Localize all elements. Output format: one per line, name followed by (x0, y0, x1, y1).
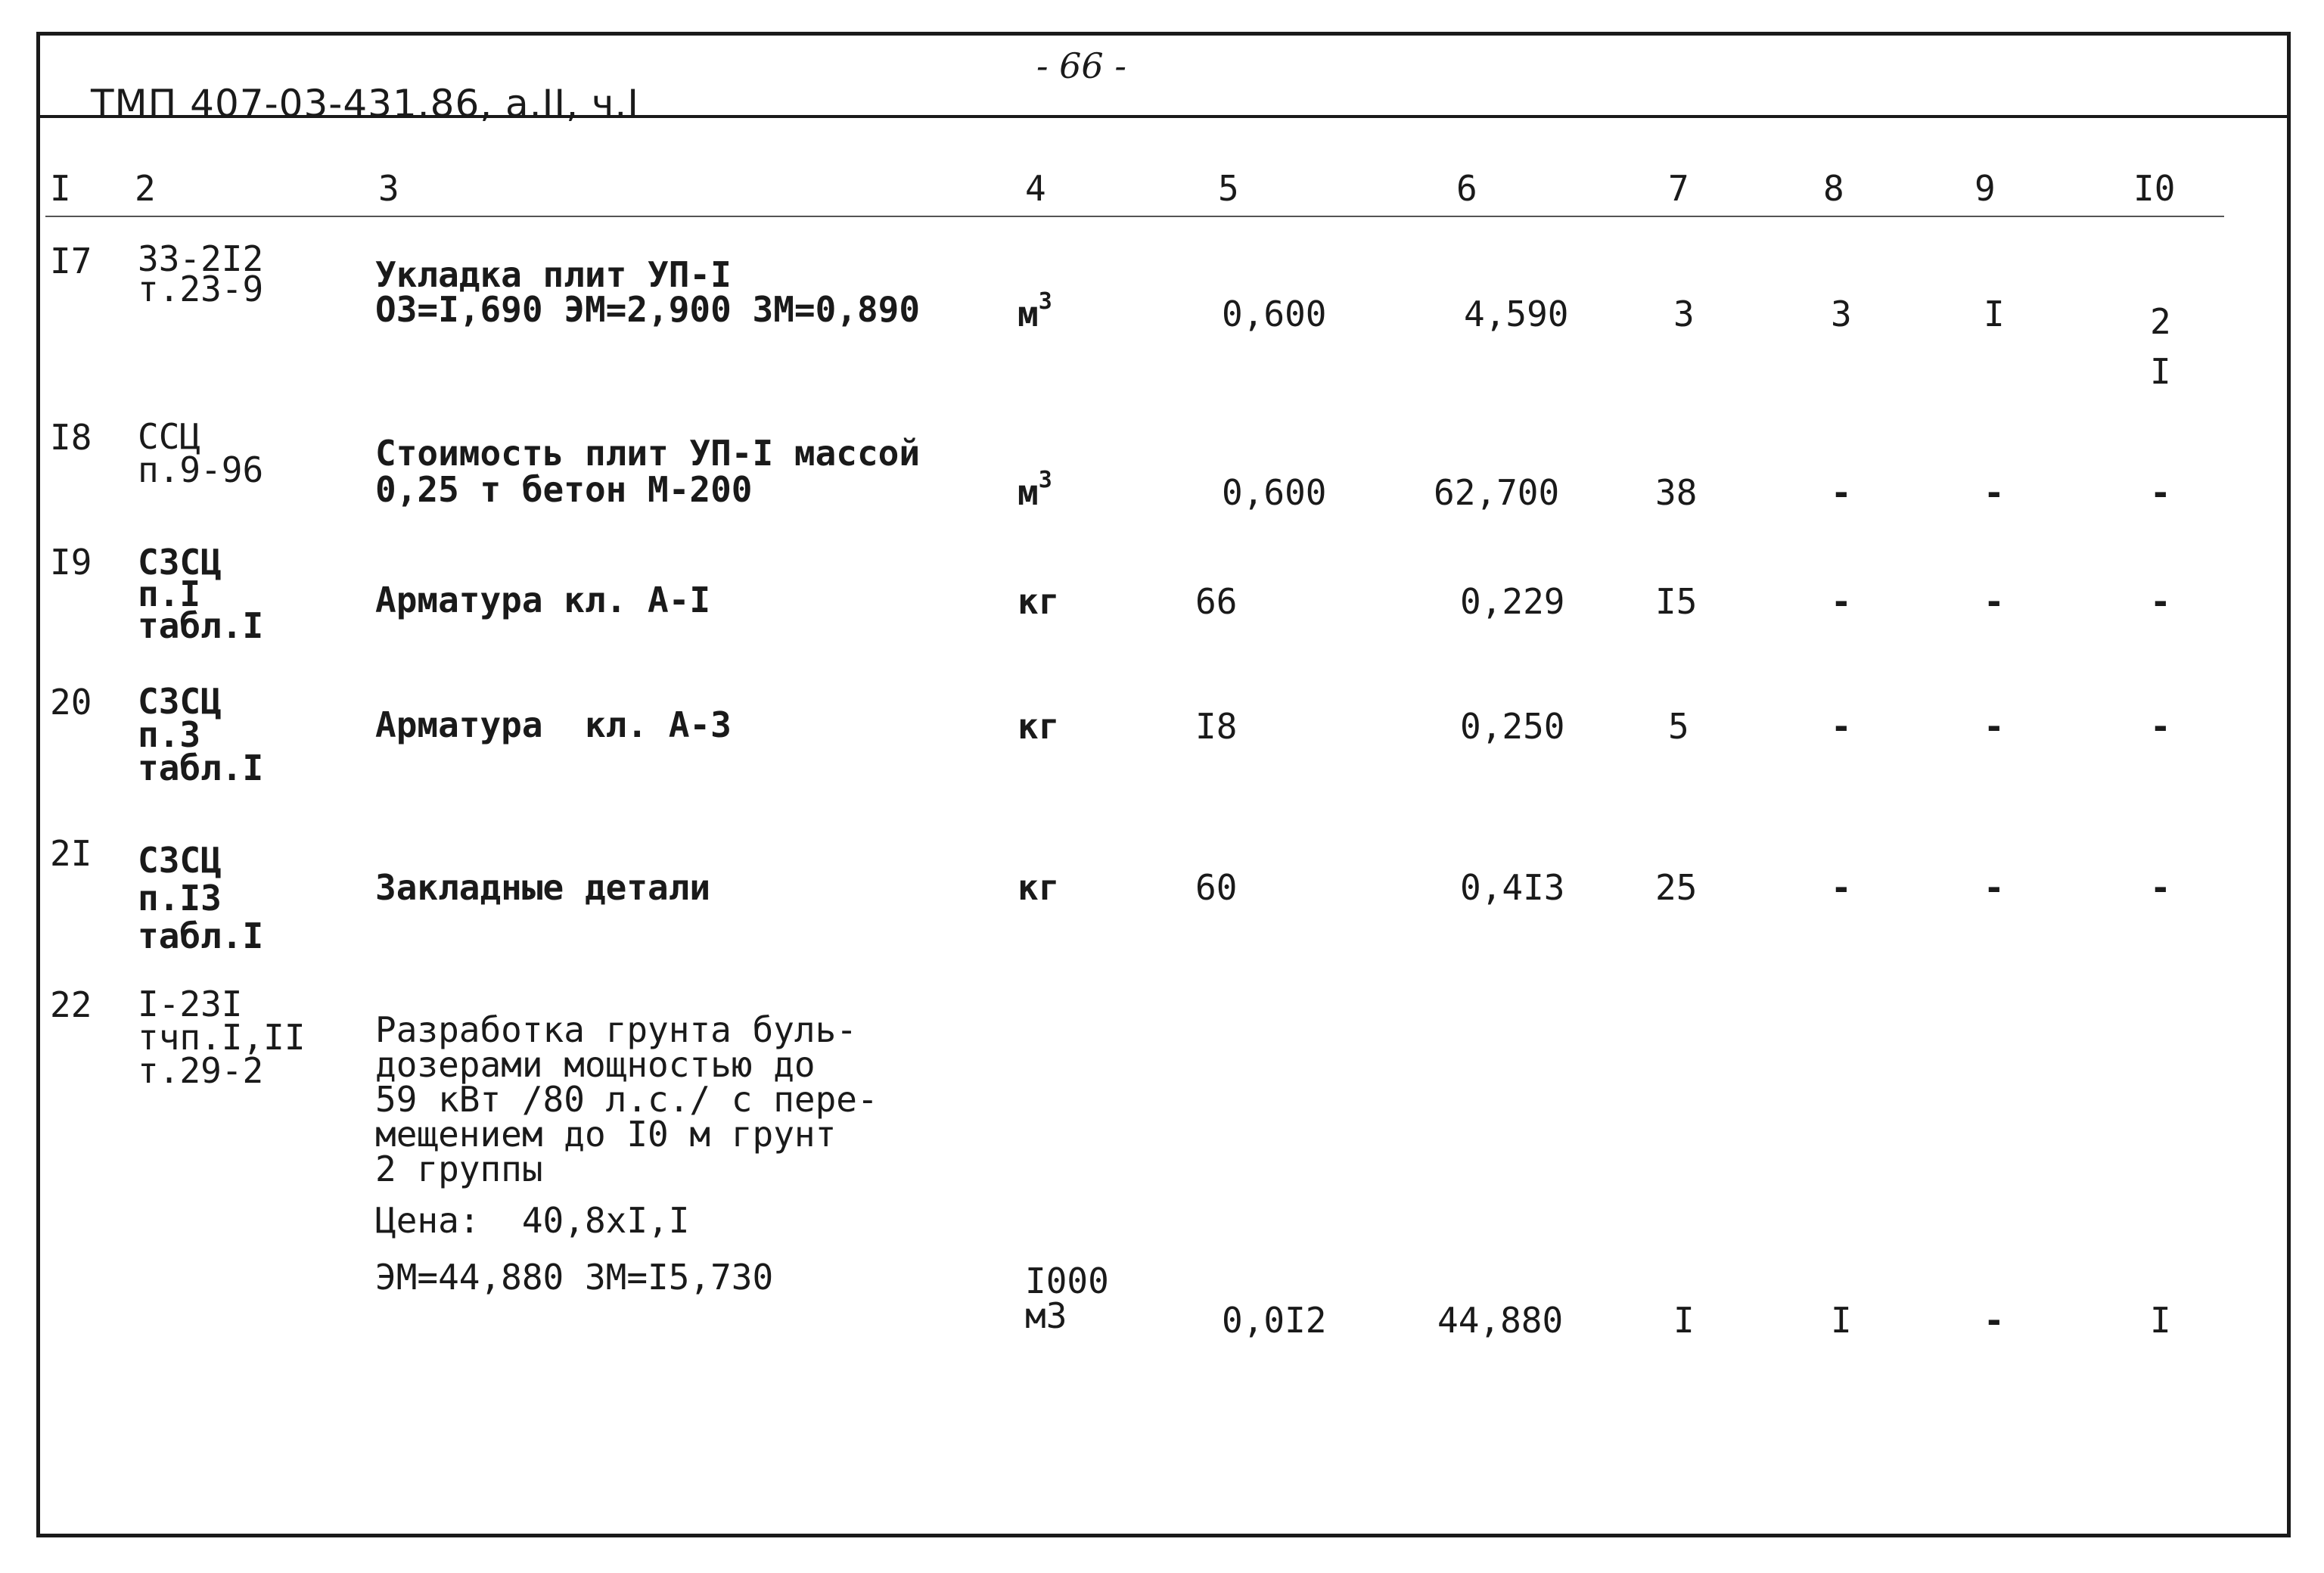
machine-cost-note: ЭМ=44,880 ЗМ=I5,730 (375, 1257, 774, 1298)
row-number: 2I (50, 833, 92, 874)
work-description: Стоимость плит УП-I массой 0,25 т бетон М-200 (375, 433, 921, 510)
column-10-value: - (2150, 581, 2171, 622)
column-7-value: I5 (1655, 581, 1698, 622)
column-header-1: I (50, 168, 71, 209)
column-8-value: - (1831, 472, 1852, 513)
work-description: Укладка плит УП-I ОЗ=I,690 ЭМ=2,900 ЗМ=0,890 (375, 254, 921, 330)
column-9-value: - (1984, 472, 2005, 513)
column-9-value: - (1984, 867, 2005, 908)
work-description: Арматура кл. А-I (375, 580, 711, 620)
column-header-8: 8 (1823, 168, 1844, 209)
unit-price: 4,590 (1464, 294, 1569, 334)
work-description: Арматура кл. А-3 (375, 704, 732, 745)
column-8-value: - (1831, 706, 1852, 747)
norm-code: СЗСЦ п.I3 табл.I (138, 840, 264, 956)
column-8-value: - (1831, 867, 1852, 908)
unit-superscript: 3 (1038, 288, 1052, 315)
unit: кг (1018, 706, 1060, 747)
column-9-value: - (1984, 1300, 2005, 1341)
column-10-value: - (2150, 706, 2171, 747)
quantity: 0,0I2 (1222, 1300, 1327, 1341)
unit-price: 44,880 (1437, 1300, 1564, 1341)
unit-price: 0,250 (1460, 706, 1565, 747)
row-number: I7 (50, 241, 92, 281)
column-header-10: I0 (2133, 168, 2176, 209)
norm-code: СЗСЦ п.3 табл.I (138, 681, 264, 788)
column-9-value: - (1984, 706, 2005, 747)
column-10-value: - (2150, 472, 2171, 513)
document-frame (36, 32, 2291, 1537)
column-header-2: 2 (135, 168, 156, 209)
quantity: I8 (1195, 706, 1238, 747)
column-header-4: 4 (1025, 168, 1046, 209)
norm-code: 33-2I2 т.23-9 (138, 238, 264, 309)
row-number: I8 (50, 417, 92, 458)
row-number: I9 (50, 542, 92, 583)
unit-text: м (1018, 294, 1039, 334)
row-number: 22 (50, 984, 92, 1025)
work-description: Разработка грунта буль- дозерами мощностью до 59 кВт /80 л.с./ с пере- мещением до I0 м грунт 2 группы (375, 1009, 878, 1189)
column-header-5: 5 (1218, 168, 1239, 209)
quantity: 60 (1195, 867, 1238, 908)
document-code: ТМП 407-03-431.86, а.II, ч.I (91, 82, 640, 126)
header-rule (45, 216, 2224, 217)
unit: кг (1018, 581, 1060, 622)
column-8-value: I (1831, 1300, 1852, 1341)
column-7-value: 38 (1655, 472, 1698, 513)
quantity: 0,600 (1222, 472, 1327, 513)
column-8-value: 3 (1831, 294, 1852, 334)
norm-code: I-23I тчп.I,II т.29-2 (138, 984, 306, 1091)
column-7-value: 25 (1655, 867, 1698, 908)
unit-price: 0,4I3 (1460, 867, 1565, 908)
quantity: 0,600 (1222, 294, 1327, 334)
column-7-value: I (1673, 1300, 1695, 1341)
unit: I000 м3 (1025, 1261, 1109, 1336)
column-9-value: - (1984, 581, 2005, 622)
norm-code: ССЦ п.9-96 (138, 416, 264, 490)
unit: кг (1018, 867, 1060, 908)
column-10-value: 2 I (2150, 301, 2171, 392)
work-description: Закладные детали (375, 867, 711, 908)
column-10-value: - (2150, 867, 2171, 908)
column-9-value: I (1984, 294, 2005, 334)
column-7-value: 5 (1668, 706, 1689, 747)
column-8-value: - (1831, 581, 1852, 622)
column-7-value: 3 (1673, 294, 1695, 334)
unit-superscript: 3 (1038, 467, 1052, 493)
unit (1018, 467, 1052, 513)
price-formula: Цена: 40,8xI,I (375, 1200, 690, 1241)
unit-price: 0,229 (1460, 581, 1565, 622)
column-header-9: 9 (1974, 168, 1996, 209)
unit-price: 62,700 (1434, 472, 1560, 513)
norm-code: СЗСЦ п.I табл.I (138, 542, 264, 646)
unit-text: м (1018, 472, 1039, 513)
quantity: 66 (1195, 581, 1238, 622)
column-header-3: 3 (378, 168, 399, 209)
page-number: - 66 - (1036, 45, 1126, 86)
unit (1018, 288, 1052, 334)
column-10-value: I (2150, 1300, 2171, 1341)
column-header-6: 6 (1456, 168, 1477, 209)
row-number: 20 (50, 682, 92, 723)
column-header-7: 7 (1668, 168, 1689, 209)
